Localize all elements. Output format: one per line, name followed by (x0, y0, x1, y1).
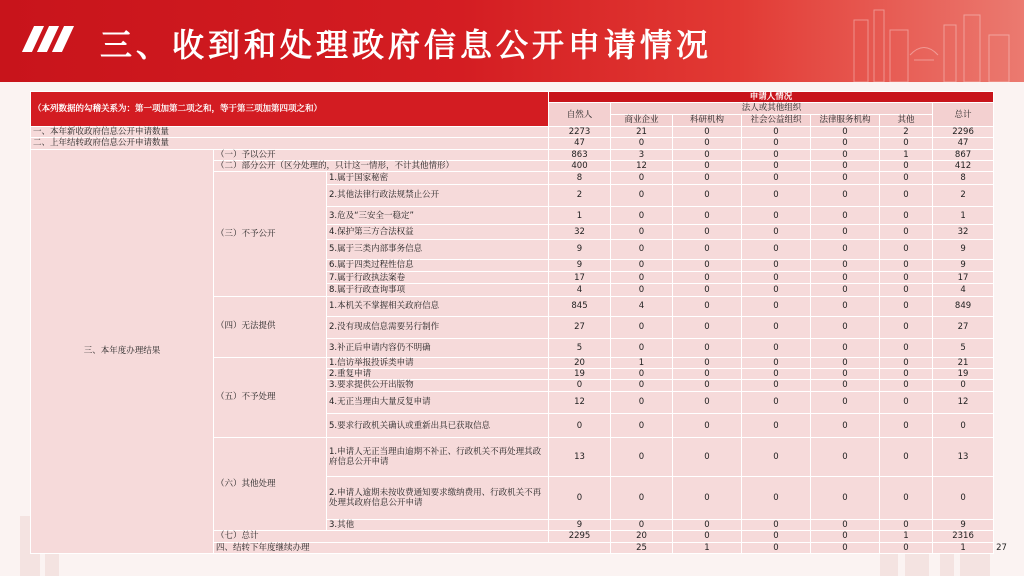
cell: 0 (811, 272, 880, 284)
cell: 0 (549, 414, 611, 438)
cell: 0 (611, 239, 673, 259)
cell: 19 (549, 368, 611, 379)
table-row (31, 138, 994, 149)
cell: 0 (611, 339, 673, 357)
cell: 0 (673, 296, 742, 316)
cell: 0 (811, 161, 880, 172)
cell: 0 (673, 438, 742, 477)
row-label: 5.属于三类内部事务信息 (327, 239, 549, 259)
cell: 13 (933, 438, 994, 477)
row-label: 8.属于行政查询事项 (327, 284, 549, 296)
cell: 845 (549, 296, 611, 316)
cell: 0 (811, 259, 880, 271)
cell: 47 (549, 138, 611, 149)
cell: 0 (811, 477, 880, 520)
row-label: 1.本机关不掌握相关政府信息 (327, 296, 549, 316)
cell: 2273 (549, 126, 611, 137)
cell: 863 (549, 149, 611, 160)
cell: 0 (611, 368, 673, 379)
cell: 0 (811, 357, 880, 368)
cell: 0 (742, 149, 811, 160)
cell: 0 (611, 519, 673, 530)
cell: 0 (933, 477, 994, 520)
row-label: 7.属于行政执法案卷 (327, 272, 549, 284)
cell: 0 (742, 519, 811, 530)
cell: 0 (742, 542, 811, 554)
row-label: 一、本年新收政府信息公开申请数量 (31, 126, 549, 137)
cell: 0 (611, 391, 673, 413)
cell: 0 (611, 380, 673, 391)
cell: 2295 (549, 531, 611, 542)
row-label: （七）总计 (214, 531, 549, 542)
cell: 0 (880, 477, 933, 520)
cell: 12 (611, 161, 673, 172)
row-label: 3.要求提供公开出版物 (327, 380, 549, 391)
cell: 12 (549, 391, 611, 413)
row-label: 1.申请人无正当理由逾期不补正、行政机关不再处理其政府信息公开申请 (327, 438, 549, 477)
cell: 849 (933, 296, 994, 316)
cell: 0 (811, 380, 880, 391)
cell: 0 (742, 184, 811, 206)
cell: 0 (673, 391, 742, 413)
cell: 0 (673, 357, 742, 368)
cell: 0 (742, 296, 811, 316)
row-label: 5.要求行政机关确认或重新出具已获取信息 (327, 414, 549, 438)
cell: 0 (611, 316, 673, 338)
col-natural-person: 自然人 (549, 103, 611, 127)
table-row (31, 149, 994, 160)
cell: 0 (742, 414, 811, 438)
cell: 0 (811, 149, 880, 160)
cell: 0 (611, 225, 673, 239)
cell: 0 (673, 272, 742, 284)
cell: 0 (611, 172, 673, 184)
cell: 0 (742, 259, 811, 271)
cell: 25 (611, 542, 673, 554)
row-label: 3.补正后申请内容仍不明确 (327, 339, 549, 357)
cell: 0 (742, 477, 811, 520)
cell: 1 (880, 149, 933, 160)
cell: 0 (673, 138, 742, 149)
cell: 0 (673, 316, 742, 338)
cell: 1 (549, 207, 611, 225)
cell: 8 (549, 172, 611, 184)
row-label: 4.保护第三方合法权益 (327, 225, 549, 239)
row-label: 2.没有现成信息需要另行制作 (327, 316, 549, 338)
cell: 9 (549, 239, 611, 259)
applicant-header: 申请人情况 (549, 92, 994, 103)
group-label: （六）其他处理 (214, 438, 327, 531)
cell: 4 (611, 296, 673, 316)
cell: 5 (933, 339, 994, 357)
cell: 0 (811, 284, 880, 296)
cell: 0 (611, 477, 673, 520)
cell: 0 (673, 184, 742, 206)
cell: 0 (742, 239, 811, 259)
cell: 0 (673, 380, 742, 391)
cell: 0 (611, 414, 673, 438)
cell: 0 (880, 519, 933, 530)
cell: 0 (811, 438, 880, 477)
cell: 0 (742, 438, 811, 477)
cell: 0 (880, 161, 933, 172)
cell: 0 (811, 225, 880, 239)
row-label: （二）部分公开（区分处理的，只计这一情形，不计其他情形） (214, 161, 549, 172)
cell: 0 (742, 272, 811, 284)
row-label: 3.其他 (327, 519, 549, 530)
cell: 0 (811, 184, 880, 206)
cell: 0 (811, 239, 880, 259)
title-banner (0, 0, 1024, 82)
col-legal-service: 法律服务机构 (811, 114, 880, 126)
cell: 2 (933, 184, 994, 206)
cell: 0 (673, 477, 742, 520)
cell: 17 (933, 272, 994, 284)
cell: 0 (673, 259, 742, 271)
row-label: 二、上年结转政府信息公开申请数量 (31, 138, 549, 149)
row-label: 6.属于四类过程性信息 (327, 259, 549, 271)
cell: 0 (933, 380, 994, 391)
page-title: 三、收到和处理政府信息公开申请情况 (100, 26, 713, 64)
row-label: 2.其他法律行政法规禁止公开 (327, 184, 549, 206)
cell: 8 (933, 172, 994, 184)
table-row: 四、结转下年度继续办理 25 1 0 0 0 1 27 (31, 542, 994, 554)
cell: 0 (811, 207, 880, 225)
cell: 47 (933, 138, 994, 149)
application-stats-table (30, 91, 1007, 554)
cell: 0 (880, 259, 933, 271)
cell: 17 (549, 272, 611, 284)
cell: 1 (880, 531, 933, 542)
cell: 0 (880, 438, 933, 477)
cell: 0 (742, 339, 811, 357)
cell: 0 (880, 284, 933, 296)
cell: 0 (673, 207, 742, 225)
cell: 0 (880, 380, 933, 391)
cell: 9 (933, 519, 994, 530)
cell: 0 (880, 272, 933, 284)
cell: 0 (742, 172, 811, 184)
row-label: 2.申请人逾期未按收费通知要求缴纳费用、行政机关不再处理其政府信息公开申请 (327, 477, 549, 520)
cell: 0 (611, 207, 673, 225)
cell: 0 (880, 225, 933, 239)
cell: 0 (742, 357, 811, 368)
cell: 0 (673, 414, 742, 438)
cell: 0 (811, 414, 880, 438)
cell: 0 (811, 316, 880, 338)
cell: 1 (933, 207, 994, 225)
cell: 1 (611, 357, 673, 368)
group-label: （五）不予处理 (214, 357, 327, 438)
cell: 4 (549, 284, 611, 296)
cell: 0 (673, 126, 742, 137)
cell: 2 (880, 126, 933, 137)
cell: 0 (742, 391, 811, 413)
cell: 21 (611, 126, 673, 137)
cell: 0 (933, 414, 994, 438)
cell: 0 (742, 225, 811, 239)
cell: 0 (880, 414, 933, 438)
cell: 0 (811, 391, 880, 413)
cell: 0 (880, 239, 933, 259)
cell: 0 (811, 138, 880, 149)
col-public-welfare: 社会公益组织 (742, 114, 811, 126)
cell: 13 (549, 438, 611, 477)
cell: 0 (549, 380, 611, 391)
cell: 0 (811, 531, 880, 542)
cell: 0 (811, 339, 880, 357)
cell: 0 (673, 339, 742, 357)
cell: 0 (811, 172, 880, 184)
cell: 20 (611, 531, 673, 542)
cell: 0 (880, 172, 933, 184)
cell: 0 (880, 316, 933, 338)
slash-decoration-icon (28, 26, 68, 52)
cell: 0 (673, 225, 742, 239)
cell: 32 (549, 225, 611, 239)
col-legal-group: 法人或其他组织 (611, 103, 933, 114)
cell: 0 (880, 339, 933, 357)
cell: 9 (549, 259, 611, 271)
cell: 9 (549, 519, 611, 530)
col-total: 总计 (933, 103, 994, 127)
cell: 0 (742, 138, 811, 149)
row-label: 2.重复申请 (327, 368, 549, 379)
cell: 0 (611, 284, 673, 296)
cell: 0 (880, 138, 933, 149)
cell: 32 (933, 225, 994, 239)
cell: 21 (933, 357, 994, 368)
building-silhouette-icon (824, 0, 1024, 82)
cell: 0 (673, 519, 742, 530)
row-label: 4.无正当理由大量反复申请 (327, 391, 549, 413)
row-label: 1.属于国家秘密 (327, 172, 549, 184)
table-note: （本列数据的勾稽关系为：第一项加第二项之和，等于第三项加第四项之和） (31, 92, 549, 127)
cell: 0 (673, 172, 742, 184)
cell: 0 (549, 477, 611, 520)
cell: 0 (811, 519, 880, 530)
cell: 0 (811, 296, 880, 316)
cell: 0 (673, 161, 742, 172)
cell: 0 (880, 184, 933, 206)
cell: 0 (742, 380, 811, 391)
cell: 0 (673, 239, 742, 259)
col-business: 商业企业 (611, 114, 673, 126)
cell: 867 (933, 149, 994, 160)
cell: 0 (811, 126, 880, 137)
cell: 0 (611, 438, 673, 477)
cell: 27 (933, 316, 994, 338)
col-research: 科研机构 (673, 114, 742, 126)
cell: 0 (880, 296, 933, 316)
cell: 2 (549, 184, 611, 206)
row-label: 3.危及“三安全一稳定” (327, 207, 549, 225)
cell: 400 (549, 161, 611, 172)
cell: 0 (742, 316, 811, 338)
cell: 0 (611, 138, 673, 149)
cell: 2316 (933, 531, 994, 542)
cell: 0 (611, 184, 673, 206)
cell: 0 (673, 368, 742, 379)
cell: 0 (880, 368, 933, 379)
cell: 19 (933, 368, 994, 379)
cell: 0 (811, 542, 880, 554)
cell: 0 (880, 207, 933, 225)
group-label: （三）不予公开 (214, 172, 327, 296)
cell: 0 (742, 126, 811, 137)
cell: 0 (880, 542, 933, 554)
cell: 20 (549, 357, 611, 368)
section-3-label: 三、本年度办理结果 (31, 149, 214, 553)
cell: 0 (611, 259, 673, 271)
cell: 0 (742, 531, 811, 542)
col-other: 其他 (880, 114, 933, 126)
cell: 27 (549, 316, 611, 338)
cell: 0 (742, 161, 811, 172)
cell: 0 (742, 368, 811, 379)
cell: 0 (880, 357, 933, 368)
cell: 0 (673, 149, 742, 160)
cell: 2296 (933, 126, 994, 137)
cell: 1 (673, 542, 742, 554)
table-row (31, 126, 994, 137)
cell: 12 (933, 391, 994, 413)
row-label: （一）予以公开 (214, 149, 549, 160)
cell: 9 (933, 259, 994, 271)
cell: 1 (933, 542, 994, 554)
cell: 0 (742, 284, 811, 296)
cell: 0 (811, 368, 880, 379)
cell: 5 (549, 339, 611, 357)
cell: 0 (742, 207, 811, 225)
cell: 412 (933, 161, 994, 172)
cell: 9 (933, 239, 994, 259)
cell: 4 (933, 284, 994, 296)
row-label: 1.信访举报投诉类申请 (327, 357, 549, 368)
cell: 0 (673, 531, 742, 542)
group-label: （四）无法提供 (214, 296, 327, 357)
cell: 0 (880, 391, 933, 413)
row-label: 四、结转下年度继续办理 (214, 542, 611, 554)
cell: 3 (611, 149, 673, 160)
cell: 0 (611, 272, 673, 284)
cell: 0 (673, 284, 742, 296)
